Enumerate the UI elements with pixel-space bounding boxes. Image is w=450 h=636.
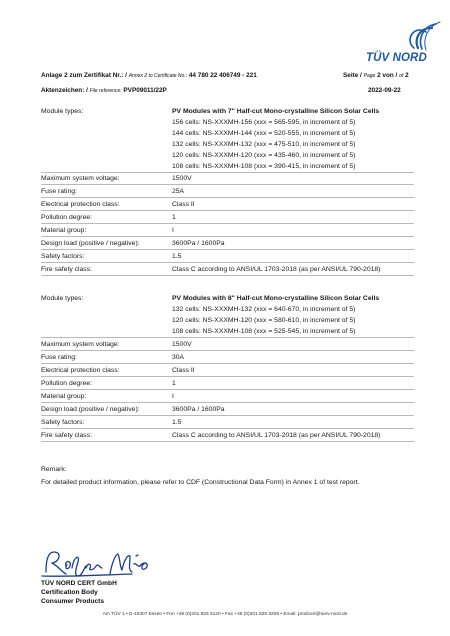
spec-value: 3600Pa / 1600Pa (172, 240, 225, 247)
section1-cell-line: 120 cells: NS-XXXMH-120 (xxx = 435-460, in increment of 5) (172, 152, 356, 159)
module-types-label-2: Module types: (41, 295, 84, 302)
spec-label: Fire safety class: (41, 432, 92, 439)
row-divider (41, 184, 414, 185)
spec-value: 25A (172, 188, 185, 195)
page-of-label-en: of (399, 73, 404, 79)
row-divider (41, 350, 414, 351)
handwritten-signature (40, 546, 160, 580)
tuv-nord-logo (366, 18, 442, 66)
spec-label: Design load (positive / negative): (41, 240, 140, 247)
logo-text: TÜV NORD (366, 52, 427, 64)
spec-label: Electrical protection class: (41, 201, 120, 208)
spec-value: Class C according to ANSI/UL 1703-2018 (as per ANSI/UL 790-2018) (172, 266, 381, 273)
document-date: 2022-09-22 (368, 87, 401, 94)
section1-cell-line: 132 cells: NS-XXXMH-132 (xxx = 475-510, in increment of 5) (172, 141, 356, 148)
annex-label-en: Annex 2 to Certificate No.: (128, 73, 188, 79)
row-divider (41, 262, 414, 263)
module-types-label-1: Module types: (41, 108, 84, 115)
spec-value: 1 (172, 380, 176, 387)
row-divider (41, 415, 414, 416)
footer-contact: Am TÜV 1 • D-45307 Essen • Fon +49 (0)201 825 5120 • Fax +49 (0)201 825 3209 • Email: prodcert@tuev-nord.de (102, 612, 348, 617)
row-divider (41, 223, 414, 224)
spec-label: Material group: (41, 393, 87, 400)
spec-label: Material group: (41, 227, 87, 234)
row-divider (41, 197, 414, 198)
row-divider (41, 428, 414, 429)
spec-label: Safety factors: (41, 253, 85, 260)
section1-cell-line: 144 cells: NS-XXXMH-144 (xxx = 520-555, in increment of 5) (172, 130, 356, 137)
section1-title: PV Modules with 7'' Half-cut Mono-crystalline Silicon Solar Cells (172, 108, 380, 115)
annex-label: Anlage 2 zum Zertifikat Nr.: / (41, 72, 127, 79)
section2-cell-line: 108 cells: NS-XXXMH-108 (xxx = 525-545, in increment of 5) (172, 328, 356, 335)
spec-label: Fuse rating: (41, 354, 77, 361)
file-reference-line (41, 87, 167, 94)
spec-value: Class II (172, 201, 195, 208)
section2-title: PV Modules with 8'' Half-cut Mono-crystalline Silicon Solar Cells (172, 295, 380, 302)
page-indicator (343, 72, 409, 79)
spec-label: Electrical protection class: (41, 367, 120, 374)
row-divider (41, 389, 414, 390)
section1-cell-line: 156 cells: NS-XXXMH-156 (xxx = 565-595, in increment of 5) (172, 119, 356, 126)
department-role: Consumer Products (41, 598, 105, 605)
certification-role: Certification Body (41, 589, 98, 596)
section1-cell-line: 108 cells: NS-XXXMH-108 (xxx = 390-415, in increment of 5) (172, 163, 356, 170)
spec-value: 1500V (172, 175, 192, 182)
spec-value: Class C according to ANSI/UL 1703-2018 (as per ANSI/UL 790-2018) (172, 432, 381, 439)
page-total: 2 (405, 72, 409, 79)
row-divider (41, 210, 414, 211)
ref-label: Aktenzeichen: / (41, 87, 88, 94)
page-current: 2 (377, 72, 381, 79)
page-of-label: von / (382, 72, 398, 79)
row-divider (41, 376, 414, 377)
row-divider (41, 275, 414, 276)
row-divider (41, 402, 414, 403)
section2-cell-line: 120 cells: NS-XXXMH-120 (xxx = 580-610, in increment of 5) (172, 317, 356, 324)
spec-label: Fuse rating: (41, 188, 77, 195)
row-divider (41, 441, 414, 442)
spec-value: 30A (172, 354, 185, 361)
remark-text: For detailed product information, please refer to CDF (Constructional Data Form) in Annex 1 of test report. (41, 479, 360, 486)
spec-value: 1.5 (172, 419, 182, 426)
row-divider (41, 249, 414, 250)
spec-value: 1 (172, 214, 176, 221)
spec-value: Class II (172, 367, 195, 374)
page-label: Seite / (343, 72, 362, 79)
ref-label-en: File reference: (89, 88, 122, 94)
row-divider (41, 363, 414, 364)
remark-label: Remark: (41, 466, 67, 473)
spec-label: Fire safety class: (41, 266, 92, 273)
ref-number: PVP09011/22P (123, 87, 167, 94)
page-label-en: Page (363, 73, 376, 79)
section2-cell-line: 132 cells: NS-XXXMH-132 (xxx = 640-670, in increment of 5) (172, 306, 356, 313)
spec-value: 1.5 (172, 253, 182, 260)
spec-label: Pollution degree: (41, 214, 93, 221)
spec-label: Safety factors: (41, 419, 85, 426)
spec-label: Maximum system voltage: (41, 175, 120, 182)
spec-value: 1500V (172, 341, 192, 348)
row-divider (41, 337, 414, 338)
org-name: TÜV NORD CERT GmbH (41, 580, 117, 587)
annex-line (41, 72, 257, 79)
spec-label: Maximum system voltage: (41, 341, 120, 348)
spec-value: I (172, 227, 174, 234)
certificate-number: 44 780 22 406749 - 221 (188, 72, 257, 79)
spec-label: Pollution degree: (41, 380, 93, 387)
row-divider (41, 236, 414, 237)
spec-label: Design load (positive / negative): (41, 406, 140, 413)
spec-value: I (172, 393, 174, 400)
spec-value: 3600Pa / 1600Pa (172, 406, 225, 413)
row-divider (41, 172, 414, 173)
